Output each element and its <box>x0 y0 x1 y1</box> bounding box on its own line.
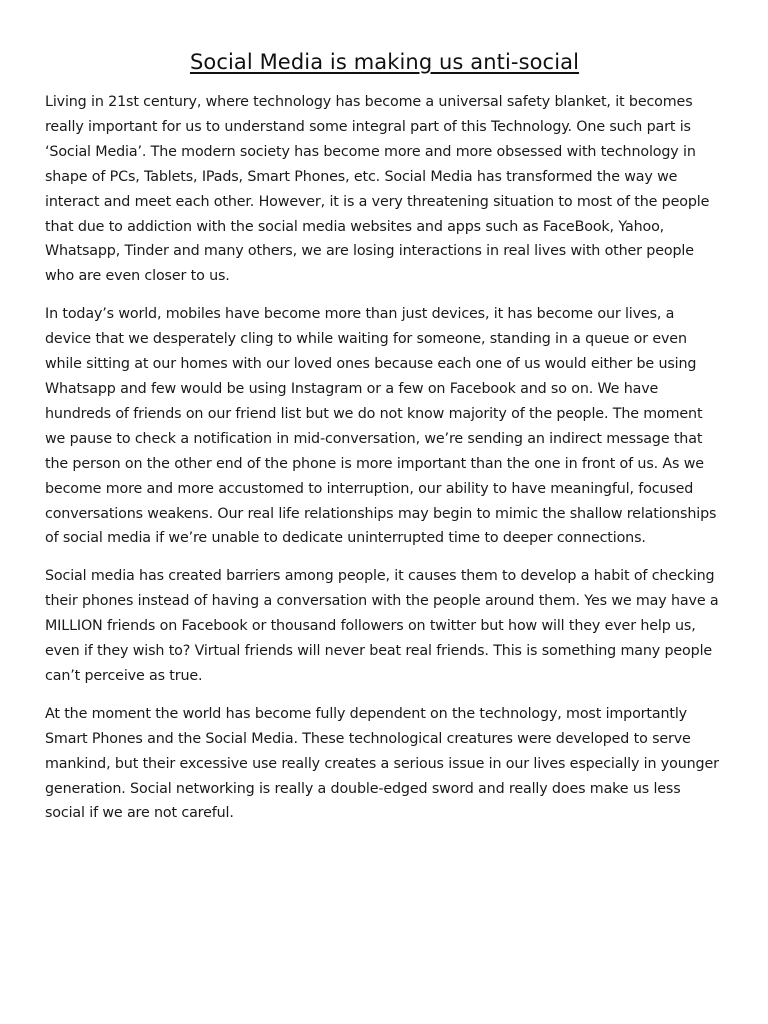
document-title: Social Media is making us anti-social <box>189 50 580 74</box>
paragraph-intro: Living in 21st century, where technology has become a universal safety blanket, it becomes really important for us to understand some integral part of this Technology. One such part is ‘Social Media’. The modern society has become more and more obsessed with technology in shape of PCs, Tablets, IPads, Smart Phones, etc. Social Media has transformed the way we interact and meet each other. However, it is a very threatening situation to most of the people that due to addiction with the social media websites and apps such as FaceBook, Yahoo, Whatsapp, Tinder and many others, we are losing interactions in real lives with other people who are even closer to us. <box>45 94 710 285</box>
paragraph-conclusion: At the moment the world has become fully dependent on the technology, most importantly Smart Phones and the Social Media. These technological creatures were developed to serve mankind, but their excessive use really creates a serious issue in our lives especially in younger generation. Social networking is really a double-edged sword and really does make us less social if we are not careful. <box>45 705 719 822</box>
paragraph-barriers: Social media has created barriers among people, it causes them to develop a habit of checking their phones instead of having a conversation with the people around them. Yes we may have a MILLION friends on Facebook or thousand followers on twitter but how will they ever help us, even if they wish to? Virtual friends will never beat real friends. This is something many people can’t perceive as true. <box>45 568 719 684</box>
paragraph-mobiles: In today’s world, mobiles have become more than just devices, it has become our lives, a device that we desperately cling to while waiting for someone, standing in a queue or even while sitting at our homes with our loved ones because each one of us would either be using Whatsapp and few would be using Instagram or a few on Facebook and so on. We have hundreds of friends on our friend list but we do not know majority of the people. The moment we pause to check a notification in mid-conversation, we’re sending an indirect message that the person on the other end of the phone is more important than the one in front of us. As we become more and more accustomed to interruption, our ability to have meaningful, focused conversations weakens. Our real life relationships may begin to mimic the shallow relationships of social media if we’re unable to dedicate uninterrupted time to deeper connections. <box>45 306 717 547</box>
